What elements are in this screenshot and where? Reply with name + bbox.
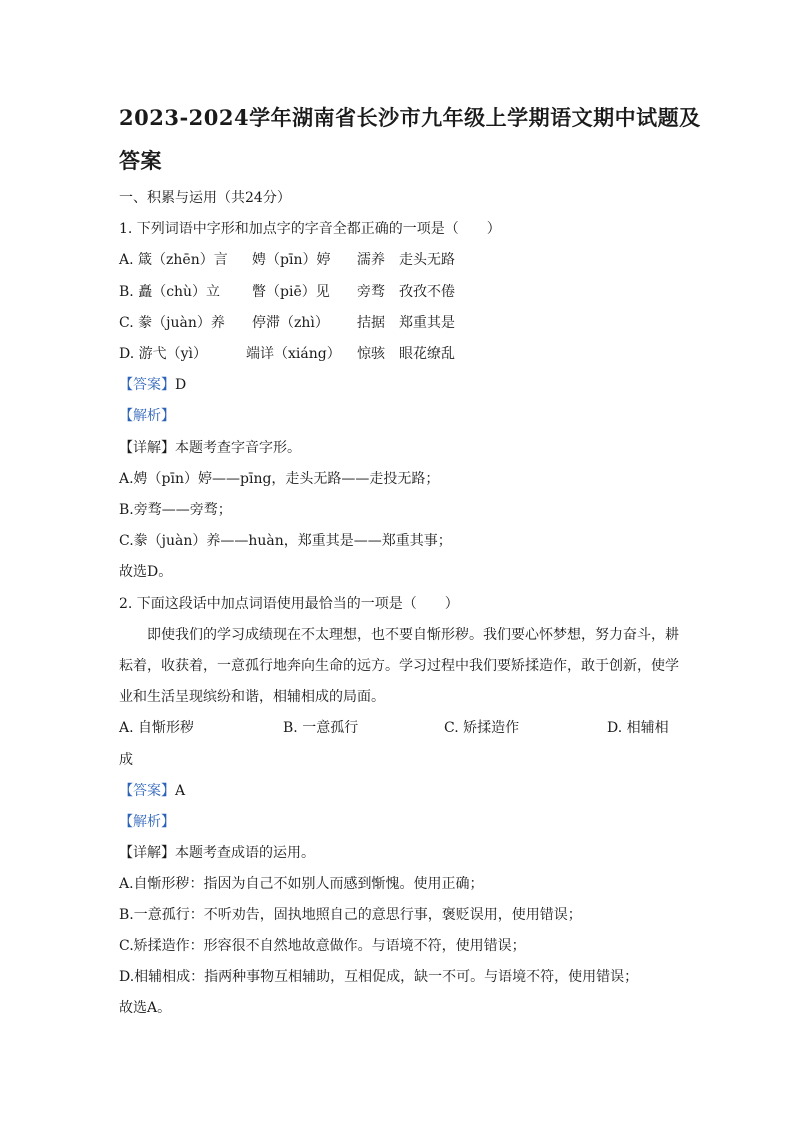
q1-answer-value: D bbox=[175, 377, 187, 393]
q2-option-a: A. 自惭形秽 bbox=[119, 720, 195, 736]
q2-explanation-5: 故选A。 bbox=[119, 1000, 172, 1016]
q1-option-d-1: D. 游弋（yì） bbox=[119, 346, 208, 362]
document-title-line2: 答案 bbox=[119, 148, 162, 173]
q1-explanation-2: B.旁骛——旁骛； bbox=[119, 502, 232, 518]
q2-stem: 2. 下面这段话中加点词语使用最恰当的一项是（ ） bbox=[119, 596, 459, 612]
q1-detail: 【详解】本题考查字音字形。 bbox=[119, 440, 301, 456]
q2-passage-3: 业和生活呈现缤纷和谐，相辅相成的局面。 bbox=[119, 689, 385, 705]
q1-stem: 1. 下列词语中字形和加点字的字音全都正确的一项是（ ） bbox=[119, 221, 501, 237]
q1-option-a-3: 濡养 bbox=[357, 252, 385, 268]
q2-option-d-wrap: 成 bbox=[119, 752, 133, 768]
q2-answer-label: 【答案】 bbox=[119, 783, 175, 799]
q2-detail: 【详解】本题考查成语的运用。 bbox=[119, 845, 315, 861]
q1-option-a-2: 娉（pīn）婷 bbox=[252, 252, 331, 268]
q1-explanation-1: A.娉（pīn）婷——pīng，走头无路——走投无路； bbox=[119, 471, 440, 487]
q2-explanation-1: A.自惭形秽：指因为自己不如别人而感到惭愧。使用正确； bbox=[119, 876, 484, 892]
q1-analysis-label: 【解析】 bbox=[119, 408, 175, 424]
q1-option-c-2: 停滞（zhì） bbox=[252, 315, 329, 331]
q1-explanation-4: 故选D。 bbox=[119, 564, 173, 580]
q1-answer bbox=[119, 374, 186, 394]
q1-answer-label: 【答案】 bbox=[119, 377, 175, 393]
document-title-line1: 2023-2024学年湖南省长沙市九年级上学期语文期中试题及 bbox=[119, 105, 701, 130]
q1-option-b-1: B. 矗（chù）立 bbox=[119, 284, 221, 300]
q1-option-b-3: 旁骛 bbox=[357, 284, 385, 300]
q1-option-a-1: A. 箴（zhēn）言 bbox=[119, 252, 228, 268]
q2-passage-2: 耘着，收获着，一意孤行地奔向生命的远方。学习过程中我们要矫揉造作，敢于创新，使学 bbox=[119, 658, 679, 674]
q2-passage-1: 即使我们的学习成绩现在不太理想，也不要自惭形秽。我们要心怀梦想，努力奋斗，耕 bbox=[147, 627, 679, 643]
q2-option-d: D. 相辅相 bbox=[607, 720, 669, 736]
q1-option-b-2: 瞥（piē）见 bbox=[252, 284, 330, 300]
q1-option-c-1: C. 豢（juàn）养 bbox=[119, 315, 225, 331]
q1-explanation-3: C.豢（juàn）养——huàn，郑重其是——郑重其事； bbox=[119, 533, 452, 549]
q2-option-b: B. 一意孤行 bbox=[283, 720, 359, 736]
q2-analysis-label: 【解析】 bbox=[119, 814, 175, 830]
q2-answer-value: A bbox=[175, 783, 186, 799]
q1-option-c-4: 郑重其是 bbox=[399, 315, 455, 331]
q2-option-c: C. 矫揉造作 bbox=[444, 720, 520, 736]
q2-explanation-4: D.相辅相成：指两种事物互相辅助，互相促成，缺一不可。与语境不符，使用错误； bbox=[119, 969, 639, 985]
q2-answer bbox=[119, 780, 185, 800]
q1-option-b-4: 孜孜不倦 bbox=[399, 284, 455, 300]
q2-explanation-3: C.矫揉造作：形容很不自然地故意做作。与语境不符，使用错误； bbox=[119, 938, 526, 954]
q1-option-d-4: 眼花缭乱 bbox=[399, 346, 455, 362]
q1-option-c-3: 拮据 bbox=[357, 315, 385, 331]
q1-option-a-4: 走头无路 bbox=[399, 252, 455, 268]
section-heading: 一、积累与运用（共24分） bbox=[119, 190, 291, 206]
q2-explanation-2: B.一意孤行：不听劝告，固执地照自己的意思行事，褒贬误用，使用错误； bbox=[119, 907, 582, 923]
q1-option-d-2: 端详（xiáng） bbox=[246, 346, 341, 362]
q1-option-d-3: 惊骇 bbox=[357, 346, 385, 362]
